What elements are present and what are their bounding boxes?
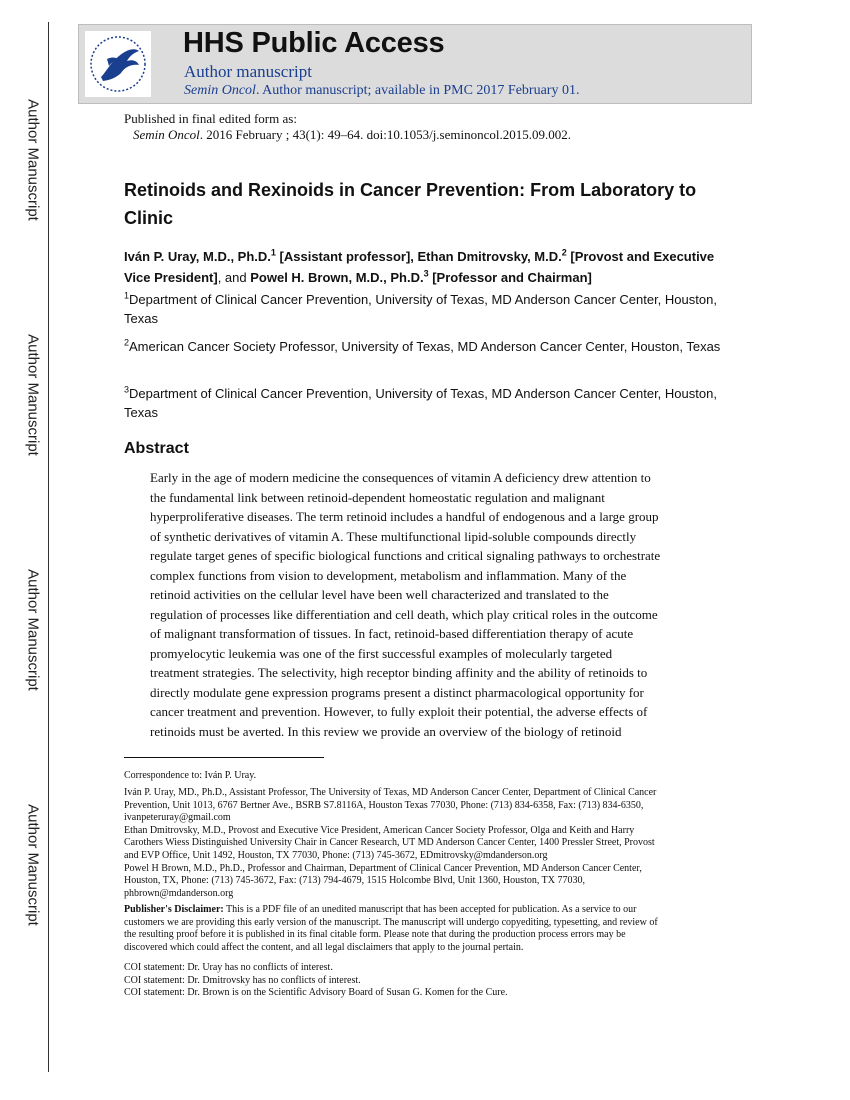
affiliation-1: $^1$Department of Clinical Cancer Prevention, University of Texas, MD Anderson Cancer Center, Houston, Texas: [124, 290, 717, 326]
banner-citation: Semin Oncol. Author manuscript; available in PMC 2017 February 01.: [184, 83, 580, 98]
article-title: Retinoids and Rexinoids in Cancer Prevention: From Laboratory to Clinic: [124, 180, 697, 228]
banner-subtitle: Author manuscript: [184, 62, 312, 81]
abstract-body: Early in the age of modern medicine the consequences of vitamin A deficiency drew attention to the fundamental link between retinoid-dependent homeostatic regulation and malignant hyperproliferative diseases. The term retinoid includes a handful of endogenous and a large group of synthetic derivatives of vitamin A. These multifunctional lipid-soluble compounds directly regulate target genes of specific biological functions and critical signaling pathways to orchestrate complex functions from vision to development, metabolism and inflammation. Many of the retinoid activities on the cellular level have been well characterized and translated to the regulation of processes like differentiation and cell death, which play critical roles in the outcome of malignant transformation of tissues. In fact, retinoid-based differentiation therapy of acute promyelocytic leukemia was one of the first successful examples of molecularly targeted treatment strategies. The selectivity, high receptor binding affinity and the ability of retinoids to directly modulate gene expression programs present a distinct pharmacological opportunity for cancer treatment and prevention. However, to fully exploit their potential, the adverse effects of retinoids must be averted. In this review we provide an overview of the biology of retinoid: [150, 470, 661, 739]
abstract-heading: Abstract: [124, 440, 189, 457]
author-list: Iván P. Uray, M.D., Ph.D.$^1$ [Assistant professor], Ethan Dmitrovsky, M.D.$^2$ [Provost and Executive Vice President], and Powel H. Brown, M.D., Ph.D.$^3$ [Professor and Chairman]: [124, 247, 715, 285]
margin-rule: [48, 22, 49, 1072]
affiliation-2: $^2$American Cancer Society Professor, University of Texas, MD Anderson Cancer Center, Houston, Texas: [124, 337, 721, 354]
side-label-2: Author Manuscript: [24, 334, 42, 456]
published-info: [124, 111, 571, 143]
side-label-1: Author Manuscript: [24, 99, 42, 221]
hhs-banner: [78, 24, 752, 104]
published-citation: Semin Oncol. 2016 February ; 43(1): 49–64. doi:10.1053/j.seminoncol.2015.09.002.: [133, 127, 571, 142]
side-label-4: Author Manuscript: [24, 804, 42, 926]
correspondence-note: Correspondence to: Iván P. Uray.: [124, 770, 257, 781]
footnote-rule: [124, 757, 324, 758]
side-label-3: Author Manuscript: [24, 569, 42, 691]
affiliation-3: $^3$Department of Clinical Cancer Prevention, University of Texas, MD Anderson Cancer Center, Houston, Texas: [124, 384, 717, 420]
author-contacts: Iván P. Uray, MD., Ph.D., Assistant Professor, The University of Texas, MD Anderson Cancer Center, Department of Clinical Cancer Prevention, Unit 1013, 6767 Bertner Ave., BSRB S7.8116A, Houston Texas 77030, Phone: (713) 834-6358, Fax: (713) 834-6350, ivanpeteruray@gmail.com Ethan Dmitrovsky, M.D., Provost and Executive Vice President, American Cancer Society Professor, Olga and Keith and Harry Carothers Wiess Distinguished University Chair in Cancer Research, UT MD Anderson Cancer Center, 1400 Pressler Street, Provost and EVP Office, Unit 1492, Houston, TX 77030, Phone: (713) 745-3672, EDmitrovsky@mdanderson.org Powel H Brown, M.D., Ph.D., Professor and Chairman, Department of Clinical Cancer Prevention, MD Anderson Cancer Center, Houston, TX, Phone: (713) 745-3672, Fax: (713) 794-4679, 1515 Holcombe Blvd, Unit 1360, Houston, TX 77030, phbrown@mdanderson.org: [124, 787, 657, 899]
hhs-eagle-logo-icon: [85, 31, 151, 97]
banner-title: HHS Public Access: [183, 27, 445, 59]
published-label: Published in final edited form as:: [124, 111, 297, 126]
coi-statements: COI statement: Dr. Uray has no conflicts of interest. COI statement: Dr. Dmitrovsky has no conflicts of interest. COI statement: Dr. Brown is on the Scientific Advisory Board of Susan G. Komen for the Cure.: [124, 962, 508, 999]
publisher-disclaimer: Publisher's Disclaimer: This is a PDF file of an unedited manuscript that has been accepted for publication. As a service to our customers we are providing this early version of the manuscript. The manuscript will undergo copyediting, typesetting, and review of the resulting proof before it is published in its final citable form. Please note that during the production process errors may be discovered which could affect the content, and all legal disclaimers that apply to the journal pertain.: [124, 904, 658, 953]
